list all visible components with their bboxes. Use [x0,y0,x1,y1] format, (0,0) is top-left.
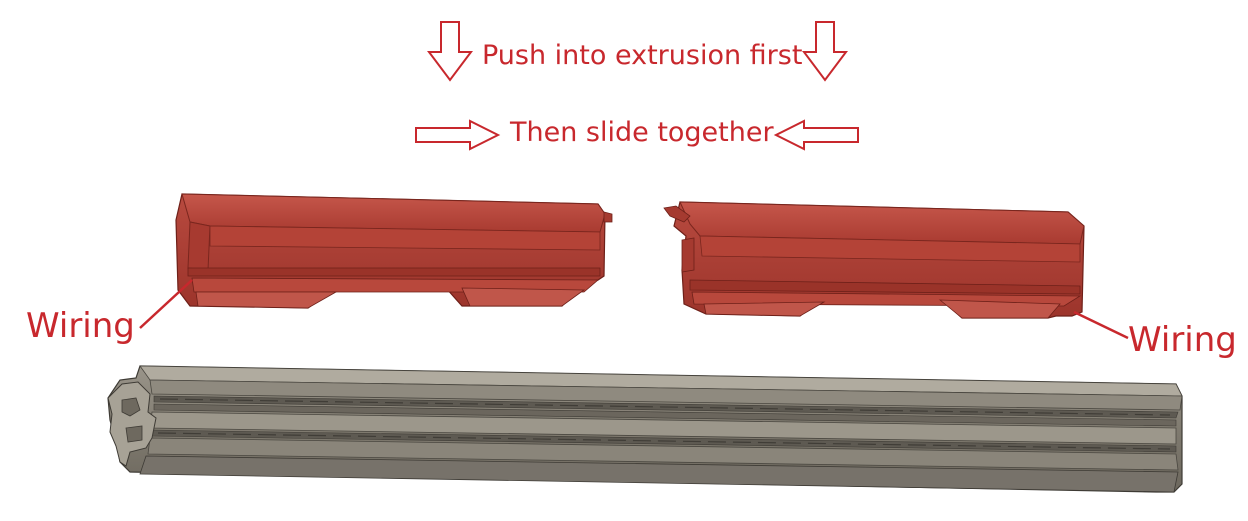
right-arrow-icon [416,121,498,149]
wiring-label-left: Wiring [26,306,135,346]
aluminium-extrusion [108,366,1182,492]
wiring-label-right: Wiring [1128,320,1237,360]
push-instruction: Push into extrusion first [482,40,803,71]
down-arrow-icon [429,22,471,80]
left-cover-part [176,194,612,308]
wiring-left-leader-line [140,280,192,328]
down-arrow-icon [804,22,846,80]
right-cover-part [664,202,1084,318]
slide-instruction: Then slide together [510,117,774,148]
left-arrow-icon [776,121,858,149]
wiring-right-leader-line [1074,312,1128,338]
